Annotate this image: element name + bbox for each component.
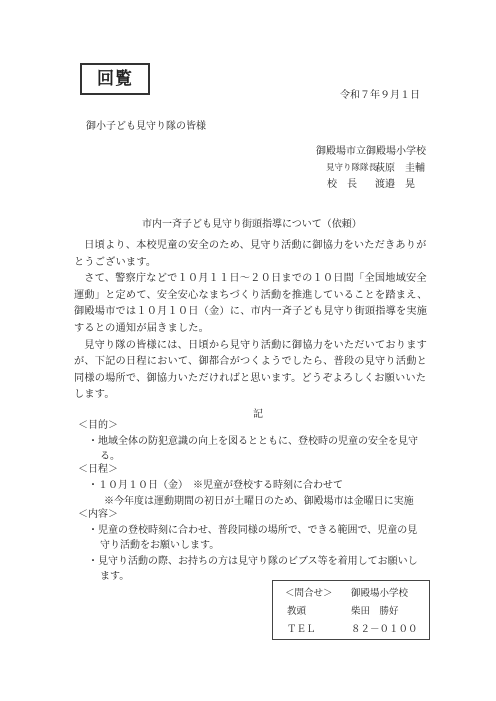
contact-school: 御殿場小学校 [351,588,409,599]
document-title: 市内一斉子ども見守り街頭指導について（依頼） [142,219,362,230]
addressee: 御小子ども見守り隊の皆様 [86,121,206,132]
content-line-3: ・見守り活動の際、お持ちの方は見守り隊のビブス等を着用してお願いし [88,556,418,567]
sender-name-1: 萩原 圭輔 [375,163,425,174]
ki-heading: 記 [253,409,263,420]
sender-role-1: 見守り隊隊長 [326,163,378,173]
contact-tel-label: ＴＥＬ [287,624,316,635]
contact-tel: ８２－０１００ [351,624,418,635]
paragraph-1: 日頃より、本校児童の安全のため、見守り活動に御協力をいただきありがとうございます。 [74,240,427,268]
circulation-stamp: 回覧 [80,63,150,95]
paragraph-3: 見守り隊の皆様には、日頃から見守り活動に御協力をいただいておりますが、下記の日程において、御都合がつくようでしたら、普段の見守り活動と同様の場所で、御協力いただければと思います。どうぞよろしくお願いいたします。 [74,339,427,401]
contact-label: ＜問合せ＞ [285,588,333,599]
sender-school: 御殿場市立御殿場小学校 [316,146,426,157]
paragraph-2: さて、警察庁などで１０月１１日～２０日までの１０日間「全国地域安全運動」と定めて、安全安心なまちづくり活動を推進していることを踏まえ、御殿場市では１０月１０日（金）に、市内一斉子ども見守り街頭指導を実施するとの通知が届きました。 [74,273,428,334]
body-text [74,238,436,404]
schedule-header: ＜日程＞ [78,464,118,475]
content-line-4: ます。 [100,571,130,582]
content-line-1: ・児童の登校時刻に合わせ、普段同様の場所で、できる範囲で、児童の見 [88,525,418,536]
content-line-2: 守り活動をお願いします。 [100,540,220,551]
sender-name-2: 渡邉 晃 [375,179,415,190]
purpose-line-1: ・地域全体の防犯意識の向上を図るとともに、登校時の児童の安全を見守 [88,436,418,447]
purpose-header: ＜目的＞ [78,420,118,431]
contact-box [272,580,430,640]
schedule-line-2: ※今年度は運動期間の初日が土曜日のため、御殿場市は金曜日に実施 [104,496,414,507]
purpose-line-2: る。 [100,451,120,462]
content-header: ＜内容＞ [78,509,118,520]
contact-role: 教頭 [287,606,307,617]
sender-role-2: 校 長 [327,179,357,190]
schedule-line-1: ・１０月１０日（金） ※児童が登校する時刻に合わせて [88,480,343,491]
contact-name: 柴田 勝好 [351,606,399,617]
date: 令和７年９月１日 [340,90,420,101]
